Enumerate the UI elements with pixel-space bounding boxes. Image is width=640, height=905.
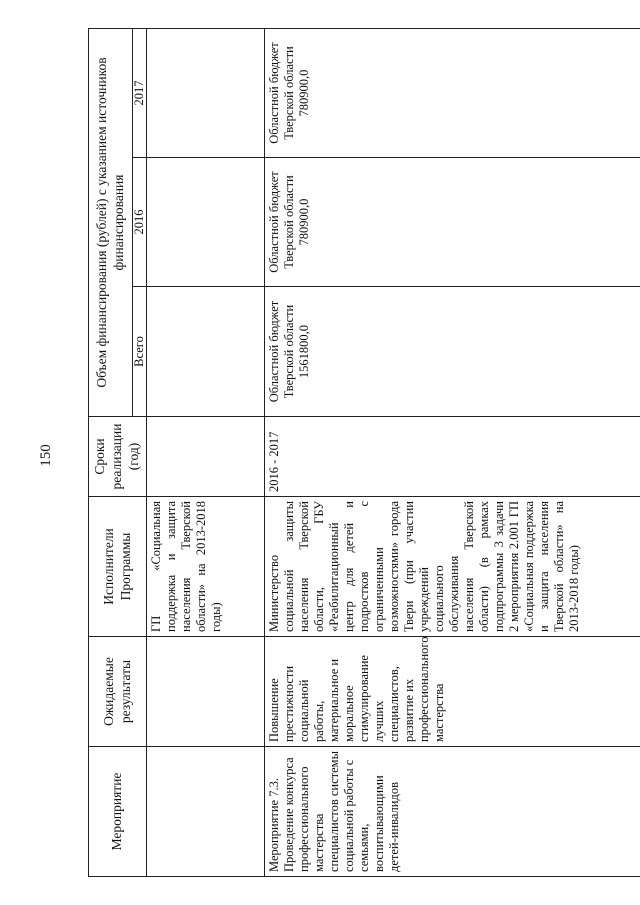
funding-2017-cell: Областной бюджет Тверской области 780900,0 xyxy=(265,29,640,158)
cont-period-cell xyxy=(147,417,265,497)
header-event: Мероприятие xyxy=(89,747,147,877)
cont-event-cell xyxy=(147,747,265,877)
page-number-text: 150 xyxy=(37,443,54,467)
period-cell: 2016 - 2017 xyxy=(265,417,640,497)
funding-total-cell: Областной бюджет Тверской области 1561800,0 xyxy=(265,287,640,417)
cont-2017-cell xyxy=(147,29,265,158)
header-results: Ожидаемые результаты xyxy=(89,637,147,747)
funding-2016-cell: Областной бюджет Тверской области 780900,0 xyxy=(265,158,640,287)
header-funding: Объем финансирования (рублей) с указанием источников финансирования xyxy=(89,29,133,417)
event-cell: Мероприятие 7.3. Проведение конкурса профессионального мастерства специалистов системы социальной работы с семьями, воспитывающими детей-инвалидов xyxy=(265,747,640,877)
header-year-2017: 2017 xyxy=(133,29,147,158)
table-row xyxy=(265,29,640,877)
header-row xyxy=(89,29,133,877)
continuation-row xyxy=(147,29,265,877)
header-year-2016: 2016 xyxy=(133,158,147,287)
header-executors: Исполнители Программы xyxy=(89,497,147,637)
header-period: Сроки реализации (год) xyxy=(89,417,147,497)
cont-executors-cell: ГП «Социальная поддержка и защита населения Тверской области» на 2013-2018 годы) xyxy=(147,497,265,637)
cont-total-cell xyxy=(147,287,265,417)
cont-2016-cell xyxy=(147,158,265,287)
cont-results-cell xyxy=(147,637,265,747)
program-table-rotated xyxy=(88,29,640,877)
executors-cell: Министерство социальной защиты населения Тверской области, ГБУ «Реабилитационный центр для детей и подростков с ограниченными возможностями» города Твери (при участии учреждений социального обслуживания населения Тверской области) (в рамках подпрограммы 3 задачи 2 мероприятия 2.001 ГП «Социальная поддержка и защита населения Тверской области» на 2013-2018 годы) xyxy=(265,497,640,637)
page-number xyxy=(34,440,58,470)
header-total: Всего xyxy=(133,287,147,417)
results-cell: Повышение престижности социальной работы, материальное и моральное стимулирование лучших специалистов, развитие их профессионального мастерства xyxy=(265,637,640,747)
program-table xyxy=(88,28,640,877)
